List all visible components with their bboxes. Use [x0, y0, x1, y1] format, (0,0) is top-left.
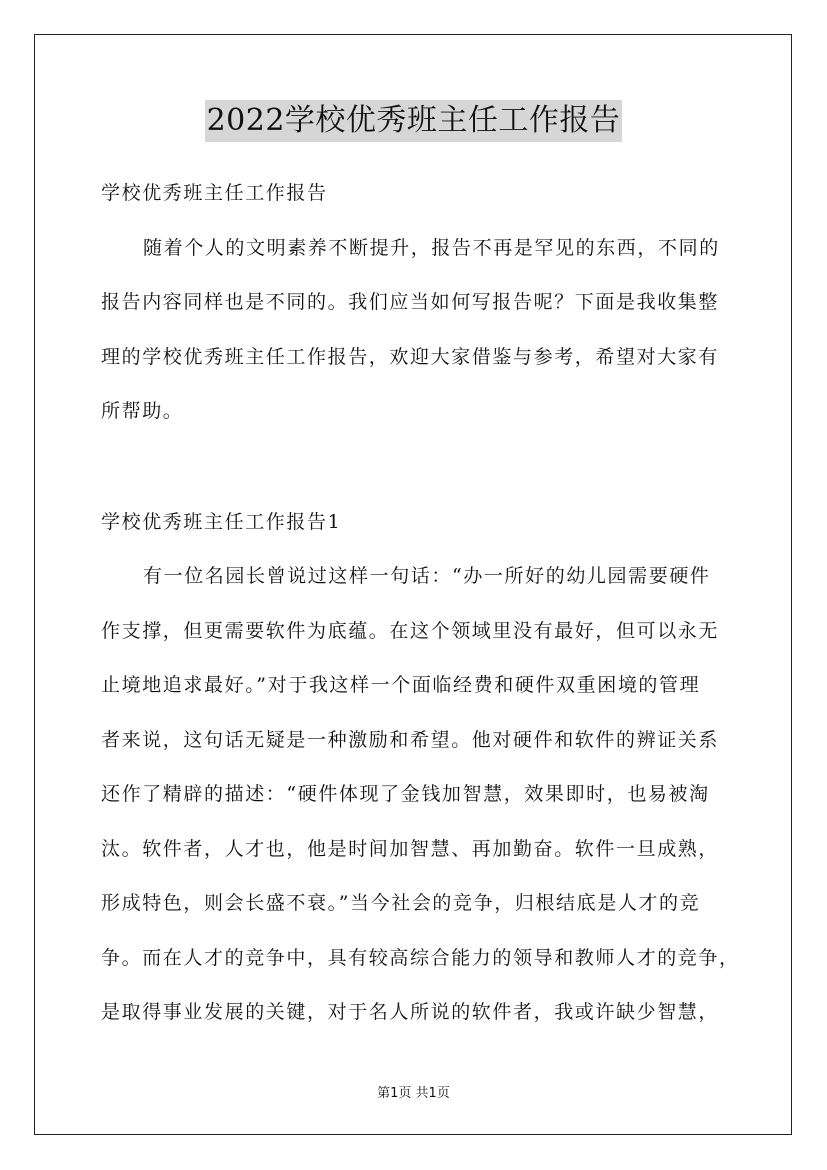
- document-title: [0, 100, 827, 142]
- intro-line: 报告内容同样也是不同的。我们应当如何写报告呢？下面是我收集整: [101, 291, 720, 313]
- page-number-label: 第1页 共1页: [377, 1086, 450, 1101]
- paragraph-gap: [101, 445, 739, 501]
- section-line: 争。而在人才的竞争中，具有较高综合能力的领导和教师人才的竞争，: [101, 946, 740, 969]
- page-footer: [0, 1082, 827, 1101]
- document-body: [101, 172, 739, 1046]
- intro-line: 随着个人的文明素养不断提升，报告不再是罕见的东西，不同的: [143, 236, 720, 259]
- section-heading: 学校优秀班主任工作报告1: [101, 510, 342, 533]
- subtitle-line: 学校优秀班主任工作报告: [101, 182, 328, 204]
- section-line: 止境地追求最好。”对于我这样一个面临经费和硬件双重困境的管理: [101, 674, 701, 696]
- section-line: 形成特色，则会长盛不衰。”当今社会的竞争，归根结底是人才的竞: [101, 892, 701, 914]
- intro-line: 所帮助。: [101, 400, 184, 422]
- section-line: 者来说，这句话无疑是一种激励和希望。他对硬件和软件的辨证关系: [101, 728, 720, 751]
- section-line: 汰。软件者，人才也，他是时间加智慧、再加勤奋。软件一旦成熟，: [101, 837, 720, 860]
- intro-line: 理的学校优秀班主任工作报告，欢迎大家借鉴与参考，希望对大家有: [101, 345, 720, 368]
- section-line: 有一位名园长曾说过这样一句话：“办一所好的幼儿园需要硬件: [143, 565, 711, 587]
- section-line: 是取得事业发展的关键，对于名人所说的软件者，我或许缺少智慧，: [101, 1001, 720, 1023]
- document-title-text: 2022学校优秀班主任工作报告: [205, 100, 623, 142]
- section-line: 作支撑，但更需要软件为底蕴。在这个领域里没有最好，但可以永无: [101, 619, 720, 642]
- section-line: 还作了精辟的描述：“硬件体现了金钱加智慧，效果即时，也易被淘: [101, 783, 710, 805]
